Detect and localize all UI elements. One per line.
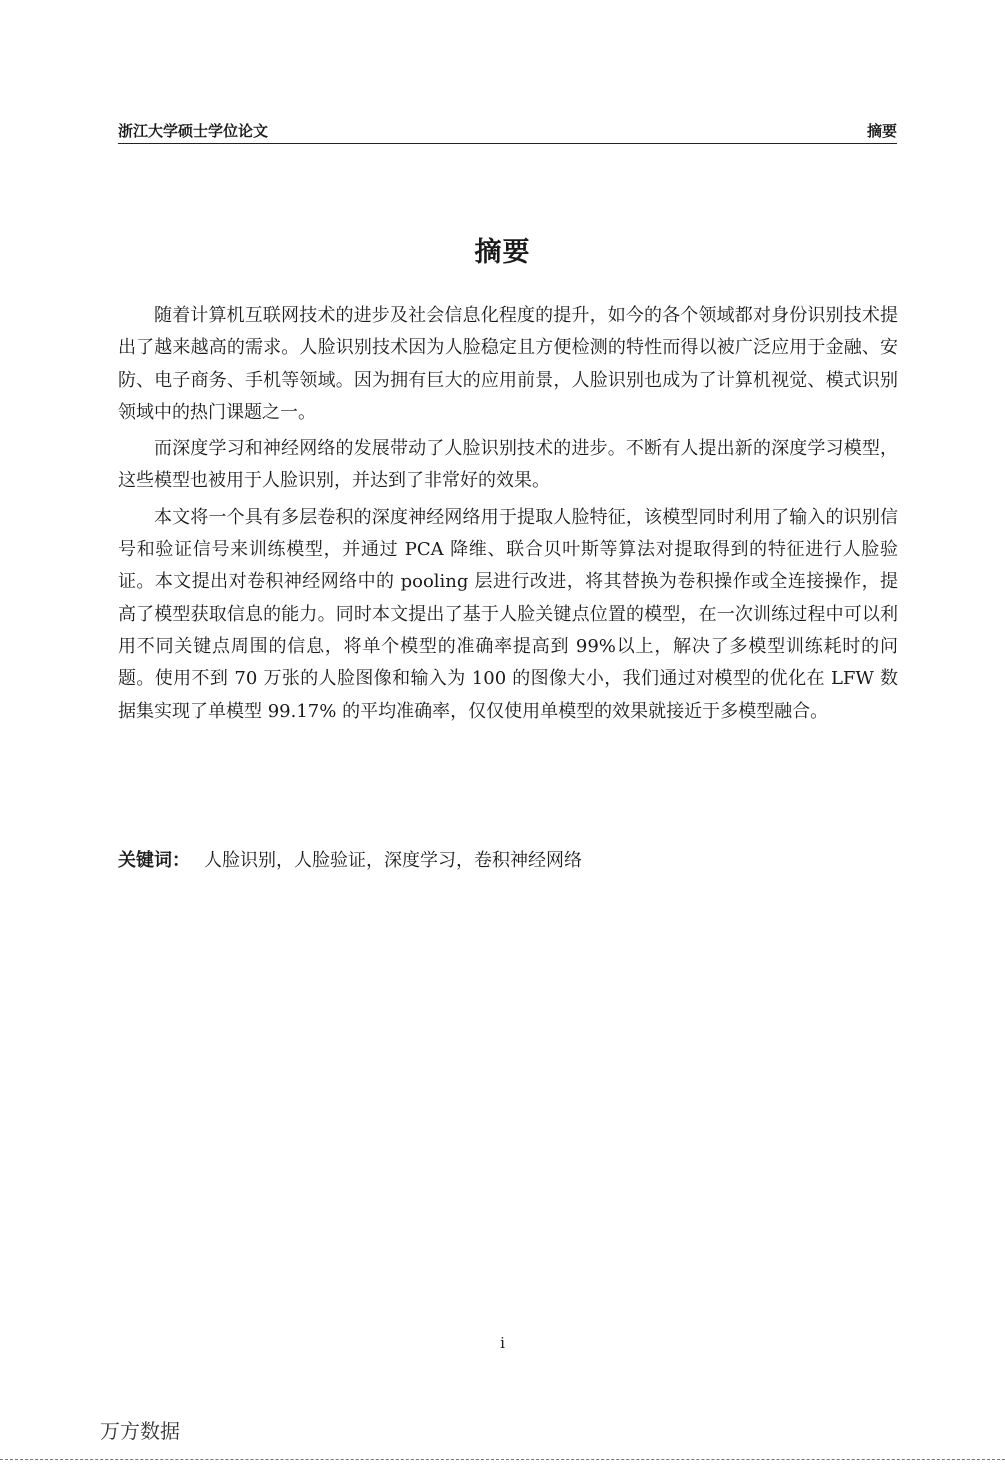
abstract-paragraph-2: 而深度学习和神经网络的发展带动了人脸识别技术的进步。不断有人提出新的深度学习模型，这些模型也被用于人脸识别，并达到了非常好的效果。 [118, 438, 898, 492]
bottom-rule [0, 1459, 1005, 1460]
page-title: 摘要 [474, 237, 531, 268]
keywords-label: 关键词： [118, 850, 190, 871]
header-rule [118, 143, 897, 144]
watermark: 万方数据 [100, 1419, 180, 1443]
header-thesis-title: 浙江大学硕士学位论文 [118, 122, 269, 140]
keywords-text: 人脸识别，人脸验证，深度学习，卷积神经网络 [204, 850, 582, 871]
keywords [118, 845, 582, 877]
page-number: i [500, 1334, 505, 1352]
abstract-body [118, 300, 898, 732]
running-header [118, 120, 897, 142]
abstract-paragraph-3: 本文将一个具有多层卷积的深度神经网络用于提取人脸特征，该模型同时利用了输入的识别信号和验证信号来训练模型，并通过 PCA 降维、联合贝叶斯等算法对提取得到的特征进行人脸验证。本文提出对卷积神经网络中的 pooling 层进行改进，将其替换为卷积操作或全连接操作，提高了模型获取信息的能力。同时本文提出了基于人脸关键点位置的模型，在一次训练过程中可以利用不同关键点周围的信息，将单个模型的准确率提高到 99%以上，解决了多模型训练耗时的问题。使用不到 70 万张的人脸图像和输入为 100 的图像大小，我们通过对模型的优化在 LFW 数据集实现了单模型 99.17% 的平均准确率，仅仅使用单模型的效果就接近于多模型融合。 [118, 506, 898, 722]
abstract-paragraph-1: 随着计算机互联网技术的进步及社会信息化程度的提升，如今的各个领域都对身份识别技术提出了越来越高的需求。人脸识别技术因为人脸稳定且方便检测的特性而得以被广泛应用于金融、安防、电子商务、手机等领域。因为拥有巨大的应用前景，人脸识别也成为了计算机视觉、模式识别领域中的热门课题之一。 [118, 305, 898, 423]
header-section-name: 摘要 [866, 122, 897, 140]
